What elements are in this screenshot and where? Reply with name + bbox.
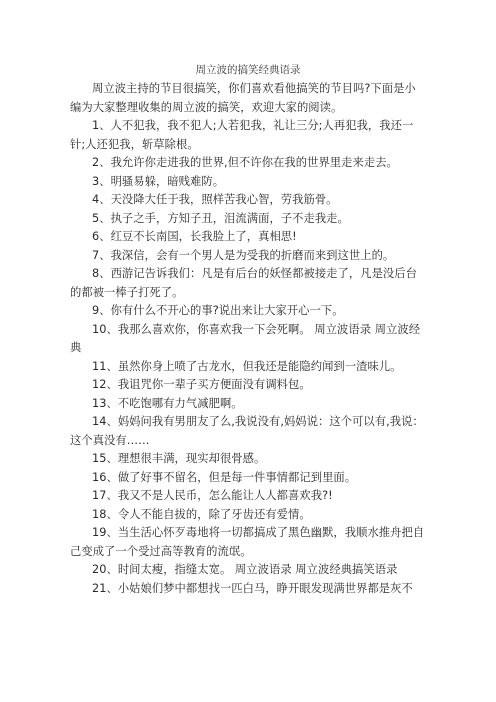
list-item: 8、西游记告诉我们：凡是有后台的妖怪都被接走了，凡是没后台的都被一棒子打死了。 (70, 267, 417, 299)
list-item: 20、时间太瘦，指缝太宽。 周立波语录 周立波经典搞笑语录 (92, 563, 398, 576)
list-item: 16、做了好事不留名，但是每一件事情都记到里面。 (92, 470, 357, 484)
list-item: 5、执子之手，方知子丑，泪流满面，子不走我走。 (92, 211, 349, 225)
intro-paragraph: 周立波主持的节目很搞笑，你们喜欢看他搞笑的节目吗?下面是小编为大家整理收集的周立波的搞笑，欢迎大家的阅读。 (70, 82, 416, 114)
list-item: 10、我那么喜欢你，你喜欢我一下会死啊。 周立波语录 周立波经典 (70, 322, 421, 354)
document-title: 周立波的搞笑经典语录 (195, 64, 301, 76)
list-item: 19、当生活心怀歹毒地将一切都搞成了黑色幽默，我顺水推舟把自己变成了一个受过高等教育的流氓。 (70, 526, 425, 558)
list-item: 12、我诅咒你一辈子买方便面没有调料包。 (92, 378, 311, 391)
list-item: 6、红豆不长南国，长我脸上了，真相思! (92, 230, 297, 243)
list-item: 15、理想很丰满，现实却很骨感。 (92, 452, 266, 465)
list-item: 13、不吃饱哪有力气减肥啊。 (92, 396, 243, 410)
list-item: 14、妈妈问我有男朋友了么,我说没有,妈妈说：这个可以有,我说：这个真没有…… (70, 415, 424, 447)
list-item: 3、明骚易躲，暗贱难防。 (92, 174, 225, 188)
list-item: 11、虽然你身上喷了古龙水，但我还是能隐约闻到一渣味儿。 (92, 359, 402, 373)
list-item: 1、人不犯我，我不犯人;人若犯我，礼让三分;人再犯我，我还一针;人还犯我，斩草除根。 (70, 119, 414, 151)
list-item: 18、令人不能自拔的，除了牙齿还有爱情。 (92, 507, 311, 521)
list-item: 17、我又不是人民币，怎么能让人人都喜欢我?! (92, 489, 333, 502)
list-item: 21、小姑娘们梦中都想找一匹白马，睁开眼发现满世界都是灰不 (92, 581, 413, 595)
list-item: 2、我允许你走进我的世界,但不许你在我的世界里走来走去。 (92, 156, 398, 169)
document-body (70, 80, 426, 598)
list-item: 9、你有什么不开心的事?说出来让大家开心一下。 (92, 304, 344, 317)
list-item: 7、我深信，会有一个男人是为受我的折磨而来到这世上的。 (92, 248, 395, 262)
list-item: 4、天没降大任于我，照样苦我心智，劳我筋骨。 (92, 193, 338, 206)
